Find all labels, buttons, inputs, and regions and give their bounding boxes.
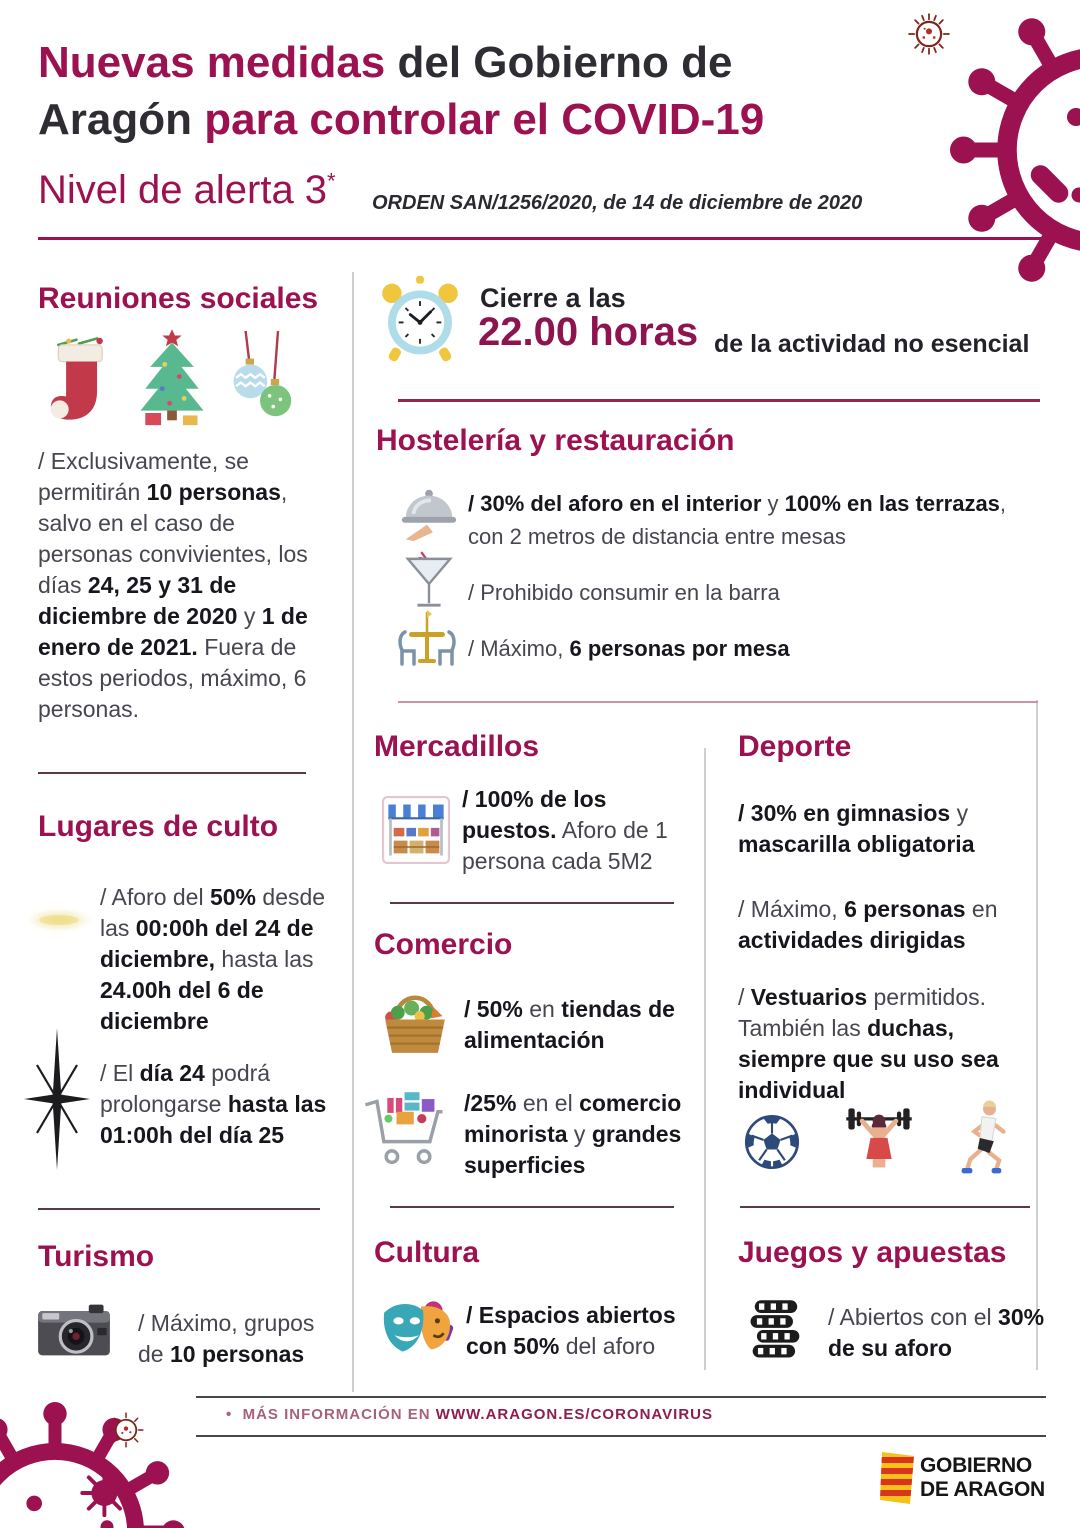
footer-bullet: • xyxy=(226,1406,233,1423)
closure-prefix: Cierre a las xyxy=(480,283,626,313)
column-divider-right xyxy=(1036,700,1038,1370)
column-divider-middle xyxy=(704,748,706,1370)
food-basket-icon xyxy=(376,986,454,1060)
title-accent-1: Nuevas medidas xyxy=(38,38,386,87)
header-rule xyxy=(38,237,1046,240)
section-title-reuniones: Reuniones sociales xyxy=(38,282,319,315)
gobierno-logo xyxy=(920,1454,1045,1502)
reuniones-text: / Exclusivamente, se permitirán 10 personas, salvo en el caso de personas convivientes, los días 24, 25 y 31 de diciembre de 2020 y 1 de enero de 2021. Fuera de estos periodos, máximo, 6 personas. xyxy=(38,448,308,722)
footer-rule-bottom xyxy=(196,1435,1046,1437)
cloche-icon xyxy=(398,484,460,544)
christmas-stocking-icon xyxy=(40,332,118,430)
logo-line-2: DE ARAGON xyxy=(920,1478,1045,1501)
divider xyxy=(390,1206,674,1208)
mercadillos-text: / 100% de los puestos. Aforo de 1 persona cada 5M2 xyxy=(462,786,668,874)
footer-info-prefix: MÁS INFORMACIÓN EN xyxy=(242,1406,436,1423)
logo-line-1: GOBIERNO xyxy=(920,1454,1032,1477)
lugares-bullet-1: / Aforo del 50% desde las 00:00h del 24 de diciembre, hasta las 24.00h del 6 de diciembre xyxy=(100,884,326,1034)
hosteleria-bullet-3: / Máximo, 6 personas por mesa xyxy=(468,636,790,661)
divider xyxy=(390,902,674,904)
lugares-bullet-2: / El día 24 podrá prolongarse hasta las 01:00h del día 25 xyxy=(100,1060,327,1148)
shopping-cart-icon xyxy=(362,1086,454,1172)
comercio-bullet-1: / 50% en tiendas de alimentación xyxy=(464,996,675,1053)
christmas-baubles-icon xyxy=(224,330,296,428)
cultura-text: / Espacios abiertos con 50% del aforo xyxy=(466,1302,676,1359)
divider xyxy=(38,772,306,774)
section-title-hosteleria: Hostelería y restauración xyxy=(376,424,735,457)
star-icon xyxy=(24,1028,90,1170)
deporte-bullet-3: / Vestuarios permitidos. También las duchas, siempre que su uso sea individual xyxy=(738,984,999,1103)
section-title-comercio: Comercio xyxy=(374,928,513,961)
christmas-tree-icon xyxy=(132,328,212,430)
poker-chips-icon xyxy=(744,1296,808,1366)
table-chairs-icon xyxy=(392,608,462,672)
coronavirus-large-icon xyxy=(950,0,1080,300)
info-url-link[interactable]: WWW.ARAGON.ES/CORONAVIRUS xyxy=(435,1406,713,1423)
coronavirus-small-icon xyxy=(104,1408,148,1452)
alarm-clock-icon xyxy=(376,274,464,366)
section-title-cultura: Cultura xyxy=(374,1236,479,1269)
section-title-juegos: Juegos y apuestas xyxy=(738,1236,1007,1269)
order-reference: ORDEN SAN/1256/2020, de 14 de diciembre de 2020 xyxy=(372,192,863,214)
divider xyxy=(38,1208,320,1210)
candle-glow-icon xyxy=(20,888,98,952)
section-title-mercadillos: Mercadillos xyxy=(374,730,540,763)
title-accent-2: para controlar el COVID-19 xyxy=(204,95,765,144)
hosteleria-bullet-2: / Prohibido consumir en la barra xyxy=(468,580,780,605)
cocktail-icon xyxy=(402,550,456,614)
closure-rule xyxy=(398,399,1040,402)
section-title-turismo: Turismo xyxy=(38,1240,155,1273)
column-divider-left xyxy=(352,272,354,1392)
theater-masks-icon xyxy=(376,1292,462,1362)
divider xyxy=(740,1206,1030,1208)
closure-suffix: de la actividad no esencial xyxy=(714,330,1030,358)
aragon-flag-icon xyxy=(880,1452,914,1504)
soccer-ball-icon xyxy=(742,1112,802,1172)
comercio-bullet-2: /25% en el comercio minorista y grandes superficies xyxy=(464,1090,682,1178)
weightlifter-icon xyxy=(842,1102,916,1178)
juegos-text: / Abiertos con el 30% de su aforo xyxy=(828,1304,1045,1361)
closure-time: 22.00 horas xyxy=(478,310,699,354)
footer-rule-top xyxy=(196,1396,1046,1398)
coronavirus-large-icon xyxy=(0,1402,185,1528)
runner-icon xyxy=(952,1098,1012,1178)
divider xyxy=(398,701,1038,703)
deporte-bullet-2: / Máximo, 6 personas en actividades dirigidas xyxy=(738,896,998,953)
section-title-lugares: Lugares de culto xyxy=(38,810,279,843)
deporte-bullet-1: / 30% en gimnasios y mascarilla obligatoria xyxy=(738,800,975,857)
section-title-deporte: Deporte xyxy=(738,730,852,763)
footer-info xyxy=(226,1406,713,1423)
market-stall-icon xyxy=(382,796,450,864)
camera-icon xyxy=(36,1300,112,1360)
page-title: Nuevas medidas del Gobierno de Aragón para controlar el COVID-19 xyxy=(38,38,765,144)
hosteleria-bullet-1: / 30% del aforo en el interior y 100% en las terrazas, con 2 metros de distancia entre mesas xyxy=(468,491,1007,549)
turismo-text: / Máximo, grupos de 10 personas xyxy=(138,1310,315,1367)
alert-level: Nivel de alerta 3* xyxy=(38,168,336,212)
